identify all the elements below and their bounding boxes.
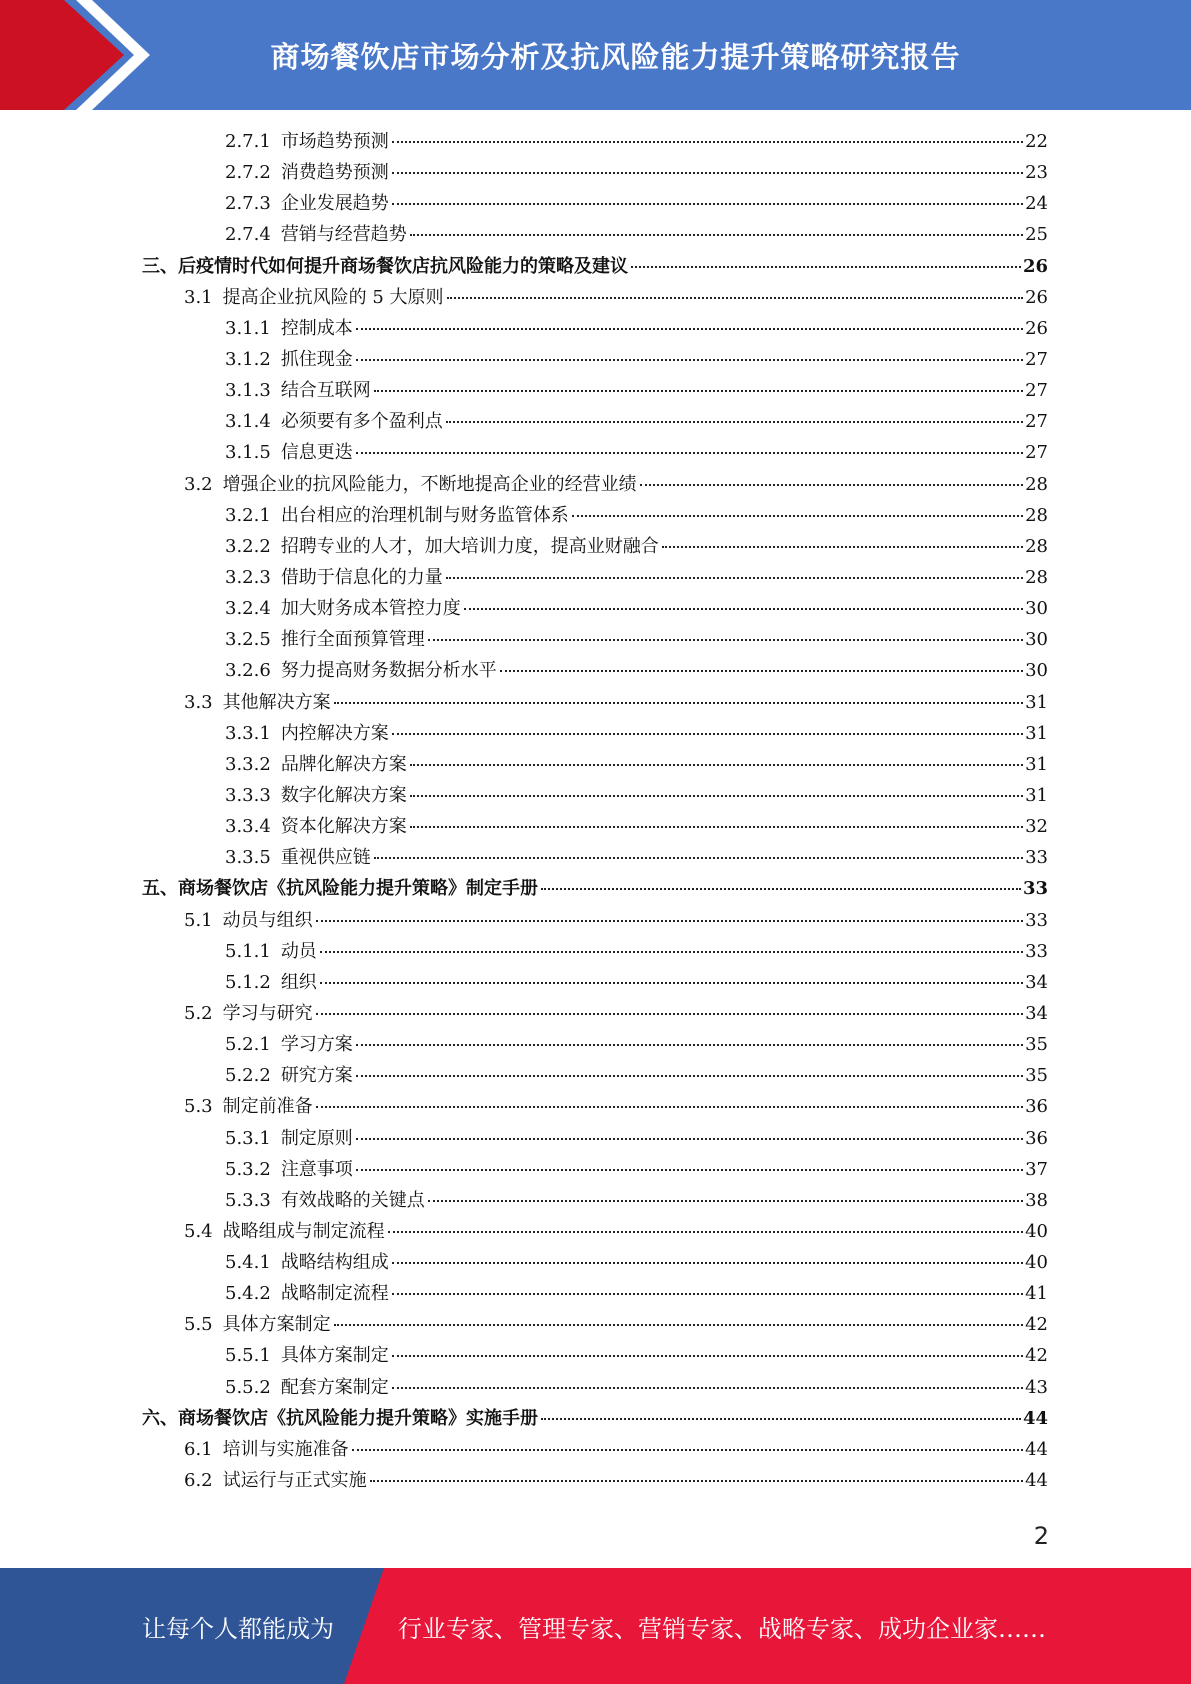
toc-dot-leader (410, 234, 1023, 236)
toc-entry-number: 5.5.1 (225, 1345, 271, 1367)
toc-dot-leader (388, 1231, 1023, 1233)
toc-entry-page: 26 (1025, 317, 1048, 339)
toc-entry[interactable] (142, 967, 1048, 998)
toc-entry-page: 44 (1022, 1407, 1048, 1429)
toc-entry-title: 具体方案制定 (222, 1314, 331, 1336)
toc-dot-leader (428, 639, 1023, 641)
toc-dot-leader (316, 920, 1023, 922)
toc-entry-page: 33 (1025, 847, 1048, 869)
toc-entry[interactable] (142, 842, 1048, 873)
toc-entry[interactable] (142, 1216, 1048, 1247)
toc-entry-title: 动员 (280, 940, 317, 962)
toc-entry-page: 40 (1025, 1252, 1048, 1274)
toc-entry-number: 5.4 (184, 1220, 213, 1242)
toc-dot-leader (392, 1293, 1023, 1295)
toc-entry[interactable] (142, 749, 1048, 780)
toc-entry-title: 配套方案制定 (280, 1376, 389, 1398)
toc-entry[interactable] (142, 593, 1048, 624)
toc-entry[interactable] (142, 655, 1048, 686)
toc-entry-page: 31 (1025, 753, 1048, 775)
toc-entry-number: 3.3 (184, 691, 213, 713)
toc-dot-leader (446, 421, 1023, 423)
toc-entry-number: 2.7.4 (225, 224, 271, 246)
toc-entry-title: 推行全面预算管理 (280, 629, 425, 651)
toc-entry-page: 30 (1025, 660, 1048, 682)
toc-dot-leader (356, 359, 1023, 361)
toc-entry-number: 5.5 (184, 1314, 213, 1336)
toc-entry-title: 提高企业抗风险的 5 大原则 (222, 286, 444, 308)
document-title: 商场餐饮店市场分析及抗风险能力提升策略研究报告 (270, 39, 961, 74)
header-arrow-decoration (0, 0, 180, 110)
toc-entry-number: 3.1.1 (225, 317, 271, 339)
toc-dot-leader (392, 1262, 1023, 1264)
toc-entry-title: 抓住现金 (280, 348, 353, 370)
toc-entry[interactable] (142, 1309, 1048, 1340)
toc-entry[interactable] (142, 375, 1048, 406)
toc-entry[interactable] (142, 219, 1048, 250)
toc-entry-page: 44 (1025, 1470, 1048, 1492)
toc-entry[interactable] (142, 1340, 1048, 1371)
toc-entry-page: 44 (1025, 1438, 1048, 1460)
toc-entry-number: 6.2 (184, 1470, 213, 1492)
toc-entry-number: 3.1 (184, 286, 213, 308)
toc-dot-leader (631, 266, 1021, 268)
toc-dot-leader (446, 577, 1023, 579)
toc-entry-page: 25 (1025, 224, 1048, 246)
toc-entry-number: 5.4.1 (225, 1252, 271, 1274)
toc-entry-page: 31 (1025, 691, 1048, 713)
toc-entry-number: 3.3.2 (225, 753, 271, 775)
toc-entry-page: 38 (1025, 1189, 1048, 1211)
toc-entry-title: 组织 (280, 971, 317, 993)
toc-dot-leader (356, 1075, 1023, 1077)
footer-slogan: 让每个人都能成为 (142, 1614, 334, 1643)
toc-dot-leader (356, 1138, 1023, 1140)
toc-dot-leader (392, 1387, 1023, 1389)
toc-entry-page: 36 (1025, 1096, 1048, 1118)
toc-entry-page: 36 (1025, 1127, 1048, 1149)
toc-entry-title: 市场趋势预测 (280, 131, 389, 152)
toc-entry-number: 3.1.4 (225, 411, 271, 433)
toc-entry-number: 3.3.4 (225, 816, 271, 838)
toc-entry-page: 42 (1025, 1314, 1048, 1336)
toc-entry-number: 3.1.3 (225, 380, 271, 402)
toc-entry[interactable] (142, 562, 1048, 593)
toc-dot-leader (392, 1355, 1023, 1357)
toc-entry-page: 35 (1025, 1034, 1048, 1056)
toc-dot-leader (572, 515, 1023, 517)
toc-entry[interactable] (142, 1278, 1048, 1309)
toc-entry-page: 30 (1025, 629, 1048, 651)
toc-entry[interactable] (142, 1029, 1048, 1060)
toc-entry-number: 6.1 (184, 1438, 213, 1460)
toc-dot-leader (392, 172, 1023, 174)
toc-dot-leader (316, 1106, 1023, 1108)
toc-entry-number: 5.2 (184, 1002, 213, 1024)
toc-entry-title: 研究方案 (280, 1065, 353, 1087)
toc-entry-page: 37 (1025, 1158, 1048, 1180)
toc-dot-leader (392, 141, 1023, 143)
toc-entry-number: 5.4.2 (225, 1283, 271, 1305)
toc-entry-title: 六、商场餐饮店《抗风险能力提升策略》实施手册 (142, 1407, 538, 1429)
toc-dot-leader (541, 888, 1021, 890)
toc-entry[interactable] (142, 1123, 1048, 1154)
toc-entry-number: 3.2.1 (225, 504, 271, 526)
toc-entry-number: 5.1 (184, 909, 213, 931)
toc-entry-title: 有效战略的关键点 (280, 1189, 425, 1211)
toc-entry[interactable] (142, 1154, 1048, 1185)
toc-entry-page: 31 (1025, 722, 1048, 744)
toc-entry-number: 3.3.5 (225, 847, 271, 869)
toc-entry-page: 28 (1025, 566, 1048, 588)
toc-entry-title: 努力提高财务数据分析水平 (280, 660, 497, 682)
toc-dot-leader (428, 1200, 1023, 1202)
toc-entry-number: 5.1.1 (225, 940, 271, 962)
toc-entry-title: 增强企业的抗风险能力，不断地提高企业的经营业绩 (222, 473, 637, 495)
toc-entry-page: 32 (1025, 816, 1048, 838)
toc-entry-page: 26 (1025, 286, 1048, 308)
toc-entry-title: 资本化解决方案 (280, 816, 407, 838)
toc-entry-page: 30 (1025, 598, 1048, 620)
toc-entry[interactable] (142, 873, 1048, 904)
toc-entry-title: 培训与实施准备 (222, 1438, 349, 1460)
toc-entry[interactable] (142, 1403, 1048, 1434)
toc-entry[interactable] (142, 780, 1048, 811)
toc-entry-title: 控制成本 (280, 317, 353, 339)
toc-entry-title: 加大财务成本管控力度 (280, 598, 461, 620)
toc-dot-leader (374, 390, 1023, 392)
toc-entry[interactable] (142, 1091, 1048, 1122)
toc-entry-page: 40 (1025, 1220, 1048, 1242)
toc-entry-title: 借助于信息化的力量 (280, 566, 443, 588)
toc-entry-page: 35 (1025, 1065, 1048, 1087)
toc-entry[interactable] (142, 500, 1048, 531)
toc-entry-number: 5.5.2 (225, 1376, 271, 1398)
toc-dot-leader (320, 951, 1023, 953)
toc-entry-number: 2.7.3 (225, 193, 271, 215)
toc-entry[interactable] (142, 718, 1048, 749)
toc-entry-page: 27 (1025, 442, 1048, 464)
toc-entry-title: 消费趋势预测 (280, 162, 389, 184)
toc-entry-title: 必须要有多个盈利点 (280, 411, 443, 433)
toc-entry-page: 31 (1025, 784, 1048, 806)
toc-entry-title: 结合互联网 (280, 380, 371, 402)
toc-entry[interactable] (142, 1372, 1048, 1403)
toc-entry-title: 三、后疫情时代如何提升商场餐饮店抗风险能力的策略及建议 (142, 255, 628, 277)
toc-entry[interactable] (142, 157, 1048, 188)
toc-dot-leader (334, 1324, 1023, 1326)
toc-entry[interactable] (142, 406, 1048, 437)
toc-entry-title: 企业发展趋势 (280, 193, 389, 215)
toc-dot-leader (316, 1013, 1023, 1015)
toc-entry[interactable] (142, 188, 1048, 219)
toc-entry-title: 注意事项 (280, 1158, 353, 1180)
toc-dot-leader (541, 1418, 1021, 1420)
toc-entry-title: 五、商场餐饮店《抗风险能力提升策略》制定手册 (142, 878, 538, 900)
toc-entry-page: 27 (1025, 411, 1048, 433)
toc-entry-number: 5.1.2 (225, 971, 271, 993)
toc-entry[interactable] (142, 251, 1048, 282)
toc-entry[interactable] (142, 313, 1048, 344)
toc-dot-leader (370, 1480, 1023, 1482)
toc-entry-number: 3.3.3 (225, 784, 271, 806)
toc-entry[interactable] (142, 1434, 1048, 1465)
toc-entry-number: 3.1.5 (225, 442, 271, 464)
toc-dot-leader (410, 795, 1023, 797)
page-number: 2 (1033, 1522, 1049, 1550)
toc-entry-number: 2.7.2 (225, 162, 271, 184)
toc-entry[interactable] (142, 936, 1048, 967)
toc-entry[interactable] (142, 344, 1048, 375)
toc-entry-page: 33 (1025, 940, 1048, 962)
toc-entry-title: 信息更迭 (280, 442, 353, 464)
toc-entry-page: 34 (1025, 1002, 1048, 1024)
toc-entry-page: 43 (1025, 1376, 1048, 1398)
toc-entry-title: 数字化解决方案 (280, 784, 407, 806)
toc-entry[interactable] (142, 811, 1048, 842)
toc-entry-title: 品牌化解决方案 (280, 753, 407, 775)
toc-entry-number: 5.2.2 (225, 1065, 271, 1087)
toc-entry-number: 5.2.1 (225, 1034, 271, 1056)
toc-entry-page: 28 (1025, 473, 1048, 495)
toc-dot-leader (356, 1044, 1023, 1046)
toc-dot-leader (410, 764, 1023, 766)
toc-entry-title: 学习方案 (280, 1034, 353, 1056)
toc-entry-title: 招聘专业的人才，加大培训力度，提高业财融合 (280, 535, 659, 557)
toc-entry[interactable] (142, 126, 1048, 157)
footer-banner (0, 1568, 1191, 1684)
toc-entry-page: 27 (1025, 348, 1048, 370)
toc-dot-leader (352, 1449, 1023, 1451)
toc-dot-leader (500, 670, 1023, 672)
toc-entry-number: 2.7.1 (225, 131, 271, 152)
toc-entry-title: 营销与经营趋势 (280, 224, 407, 246)
toc-dot-leader (447, 297, 1024, 299)
toc-entry-title: 制定原则 (280, 1127, 353, 1149)
toc-entry-title: 出台相应的治理机制与财务监管体系 (280, 504, 569, 526)
toc-entry-page: 24 (1025, 193, 1048, 215)
toc-entry-title: 其他解决方案 (222, 691, 331, 713)
toc-entry-number: 3.3.1 (225, 722, 271, 744)
toc-entry-title: 内控解决方案 (280, 722, 389, 744)
toc-dot-leader (662, 546, 1023, 548)
toc-entry[interactable] (142, 1465, 1048, 1496)
toc-entry-page: 41 (1025, 1283, 1048, 1305)
toc-entry-number: 3.2.6 (225, 660, 271, 682)
toc-entry-title: 战略制定流程 (280, 1283, 389, 1305)
toc-entry[interactable] (142, 469, 1048, 500)
toc-entry[interactable] (142, 998, 1048, 1029)
footer-roles: 行业专家、管理专家、营销专家、战略专家、成功企业家…… (398, 1614, 1046, 1643)
toc-entry[interactable] (142, 624, 1048, 655)
toc-entry-page: 22 (1025, 131, 1048, 152)
toc-entry-page: 23 (1025, 162, 1048, 184)
toc-entry[interactable] (142, 1060, 1048, 1091)
toc-entry-number: 5.3.1 (225, 1127, 271, 1149)
toc-entry-page: 27 (1025, 380, 1048, 402)
toc-dot-leader (356, 1169, 1023, 1171)
toc-entry-number: 3.2 (184, 473, 213, 495)
toc-entry-title: 动员与组织 (222, 909, 313, 931)
toc-dot-leader (464, 608, 1023, 610)
toc-dot-leader (392, 203, 1023, 205)
toc-entry-number: 3.1.2 (225, 348, 271, 370)
toc-dot-leader (320, 982, 1023, 984)
toc-entry[interactable] (142, 687, 1048, 718)
toc-entry-page: 28 (1025, 504, 1048, 526)
toc-dot-leader (356, 328, 1023, 330)
toc-entry-number: 3.2.4 (225, 598, 271, 620)
toc-entry-page: 42 (1025, 1345, 1048, 1367)
toc-entry-title: 制定前准备 (222, 1096, 313, 1118)
toc-entry[interactable] (142, 905, 1048, 936)
toc-entry[interactable] (142, 531, 1048, 562)
table-of-contents (142, 126, 1048, 1496)
toc-entry-number: 5.3.2 (225, 1158, 271, 1180)
toc-entry-title: 重视供应链 (280, 847, 371, 869)
toc-entry-page: 33 (1022, 878, 1048, 900)
toc-dot-leader (640, 484, 1023, 486)
toc-entry-number: 5.3 (184, 1096, 213, 1118)
header-banner (0, 0, 1191, 110)
toc-entry[interactable] (142, 437, 1048, 468)
toc-dot-leader (374, 857, 1023, 859)
toc-entry-title: 学习与研究 (222, 1002, 313, 1024)
toc-entry-title: 战略组成与制定流程 (222, 1220, 385, 1242)
toc-entry-number: 3.2.3 (225, 566, 271, 588)
toc-entry-page: 34 (1025, 971, 1048, 993)
toc-entry-number: 3.2.2 (225, 535, 271, 557)
toc-entry-title: 试运行与正式实施 (222, 1470, 367, 1492)
toc-entry-page: 33 (1025, 909, 1048, 931)
toc-entry[interactable] (142, 1247, 1048, 1278)
toc-dot-leader (356, 452, 1023, 454)
toc-dot-leader (334, 702, 1023, 704)
toc-entry-number: 5.3.3 (225, 1189, 271, 1211)
toc-dot-leader (410, 826, 1023, 828)
toc-entry-page: 28 (1025, 535, 1048, 557)
toc-entry-page: 26 (1022, 255, 1048, 277)
toc-entry[interactable] (142, 1185, 1048, 1216)
toc-dot-leader (392, 733, 1023, 735)
toc-entry[interactable] (142, 282, 1048, 313)
toc-entry-title: 战略结构组成 (280, 1252, 389, 1274)
toc-entry-title: 具体方案制定 (280, 1345, 389, 1367)
toc-entry-number: 3.2.5 (225, 629, 271, 651)
